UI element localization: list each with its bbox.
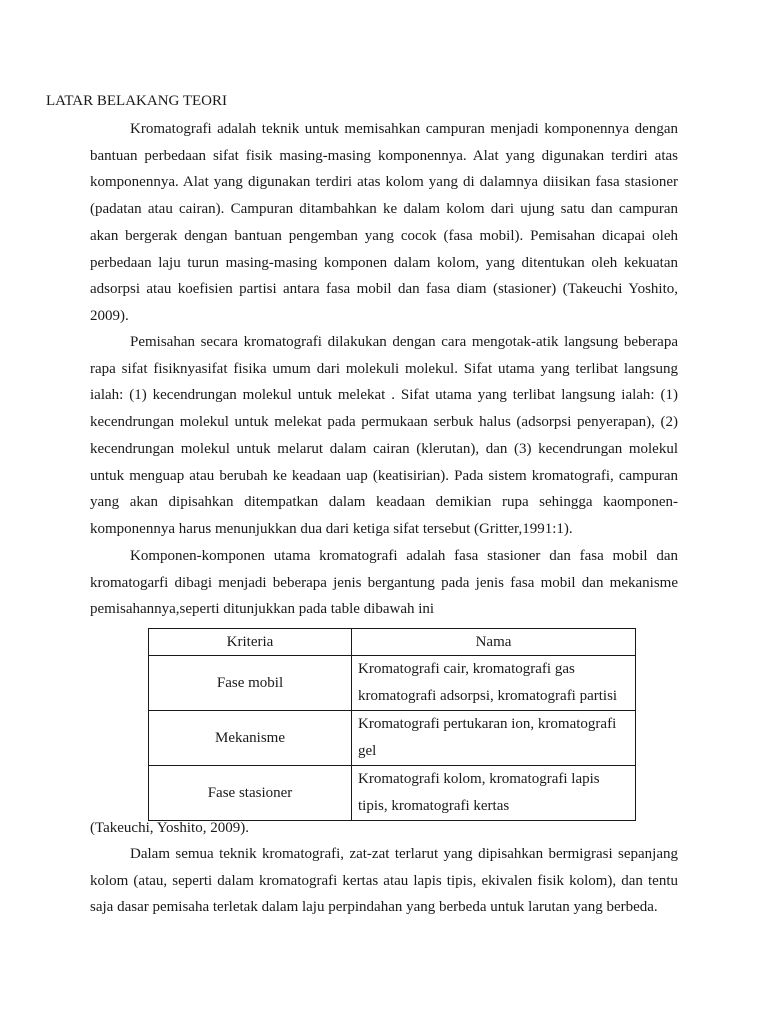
paragraph-4: Dalam semua teknik kromatografi, zat-zat terlarut yang dipisahkan bermigrasi sepanjang kolom (atau, seperti dalam kromatografi kertas atau lapis tipis, ekivalen fisik kolom), dan tentu saja dasar pemisaha terletak dalam laju perpindahan yang berbeda untuk larutan yang berbeda. [90, 846, 678, 916]
header-nama: Nama [352, 629, 636, 656]
table-header-row [149, 629, 636, 656]
cell-nama: Kromatografi cair, kromatografi gas kromatografi adsorpsi, kromatografi partisi [352, 656, 636, 711]
table-citation: (Takeuchi, Yoshito, 2009). [90, 820, 249, 836]
cell-kriteria: Mekanisme [149, 711, 352, 766]
cell-kriteria: Fase mobil [149, 656, 352, 711]
header-kriteria: Kriteria [149, 629, 352, 656]
table-row [149, 766, 636, 821]
paragraph-2: Pemisahan secara kromatografi dilakukan dengan cara mengotak-atik langsung beberapa rapa sifat fisiknyasifat fisika umum dari molekuli molekul. Sifat utama yang terlibat langsung ialah: (1) kecendrungan molekul untuk melekat . Sifat utama yang terlibat langsung ialah: (1) kecendrungan molekul untuk melekat pada permukaan serbuk halus (adsorpsi penyerapan), (2) kecendrungan molekul untuk melarut dalam cairan (klerutan), dan (3) kecendrungan molekul untuk menguap atau berubah ke keadaan uap (keatisirian). Pada sistem kromatografi, campuran yang akan dipisahkan ditempatkan dalam keadaan demikian rupa sehingga kaomponen-komponennya harus menunjukkan dua dari ketiga sifat tersebut (Gritter,1991:1). [90, 334, 678, 537]
chromatography-table [148, 628, 636, 821]
table-row [149, 711, 636, 766]
cell-kriteria: Fase stasioner [149, 766, 352, 821]
paragraph-1: Kromatografi adalah teknik untuk memisahkan campuran menjadi komponennya dengan bantuan perbedaan sifat fisik masing-masing komponennya. Alat yang digunakan terdiri atas komponennya. Alat yang digunakan terdiri atas kolom yang di dalamnya diisikan fasa stasioner (padatan atau cairan). Campuran ditambahkan ke dalam kolom dari ujung satu dan campuran akan bergerak dengan bantuan pengemban yang cocok (fasa mobil). Pemisahan dicapai oleh perbedaan laju turun masing-masing komponen dalam kolom, yang ditentukan oleh kekuatan adsorpsi atau koefisien partisi antara fasa mobil dan fasa diam (stasioner) (Takeuchi Yoshito, 2009). [90, 121, 678, 324]
cell-nama: Kromatografi pertukaran ion, kromatografi gel [352, 711, 636, 766]
section-heading: LATAR BELAKANG TEORI [46, 93, 228, 109]
paragraph-3: Komponen-komponen utama kromatografi adalah fasa stasioner dan fasa mobil dan kromatogarfi dibagi menjadi beberapa jenis bergantung pada jenis fasa mobil dan mekanisme pemisahannya,seperti ditunjukkan pada table dibawah ini [90, 548, 678, 618]
table-row [149, 656, 636, 711]
cell-nama: Kromatografi kolom, kromatografi lapis tipis, kromatografi kertas [352, 766, 636, 821]
